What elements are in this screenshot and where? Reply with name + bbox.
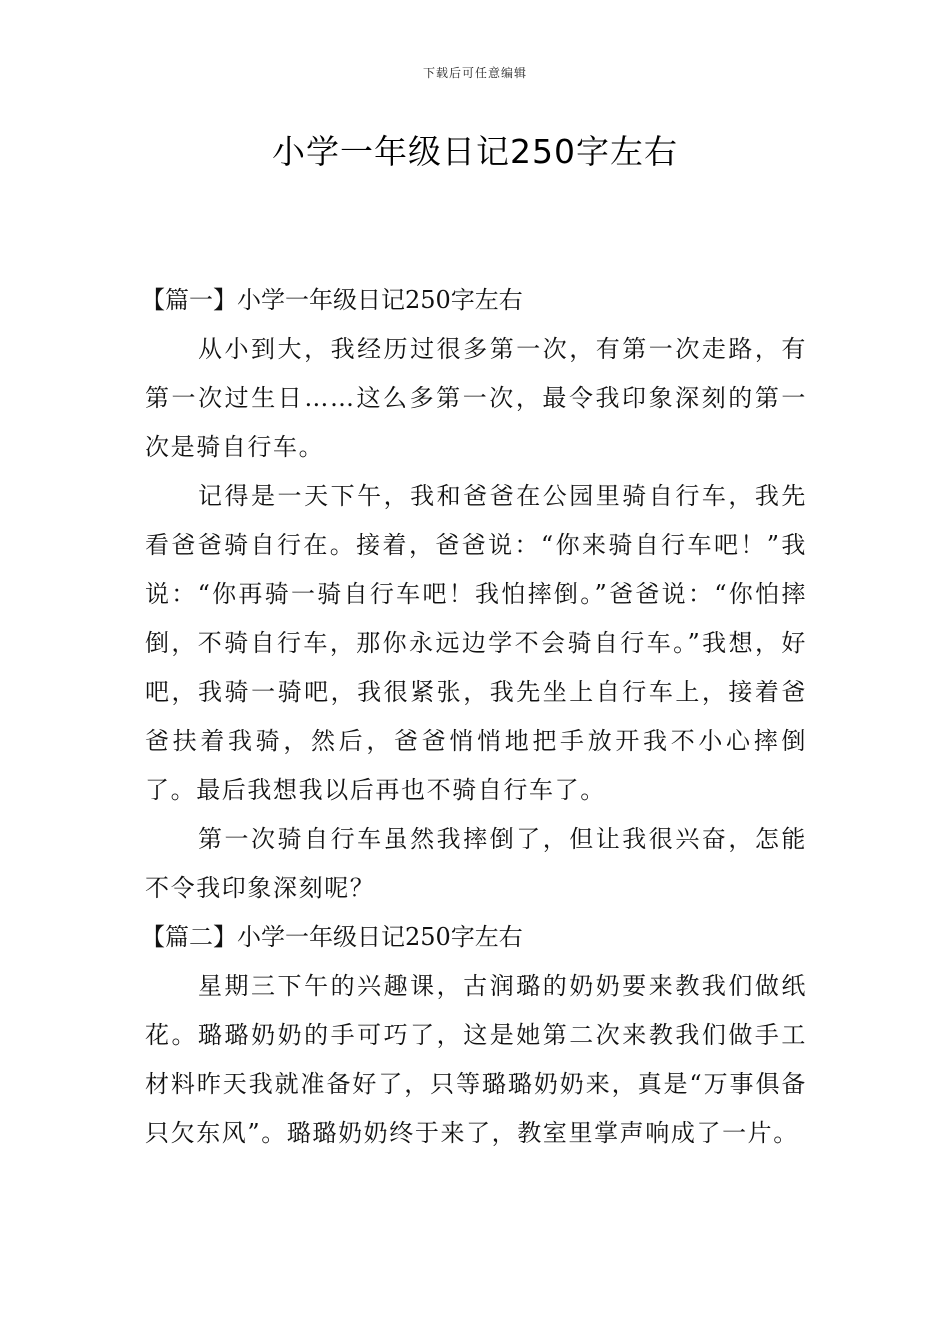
section-1 xyxy=(141,276,807,913)
section-heading: 【篇一】小学一年级日记250字左右 xyxy=(141,286,523,314)
document-body xyxy=(141,276,807,1158)
paragraph: 星期三下午的兴趣课，古润璐的奶奶要来教我们做纸花。璐璐奶奶的手可巧了，这是她第二次来教我们做手工材料昨天我就准备好了，只等璐璐奶奶来，真是“万事俱备只欠东风”。璐璐奶奶终于来了，教室里掌声响成了一片。 xyxy=(145,972,807,1147)
header-note: 下载后可任意编辑 xyxy=(422,66,527,80)
paragraph: 从小到大，我经历过很多第一次，有第一次走路，有第一次过生日……这么多第一次，最令我印象深刻的第一次是骑自行车。 xyxy=(145,335,807,461)
section-heading: 【篇二】小学一年级日记250字左右 xyxy=(141,923,523,951)
paragraph: 第一次骑自行车虽然我摔倒了，但让我很兴奋，怎能不令我印象深刻呢？ xyxy=(145,825,807,902)
paragraph: 记得是一天下午，我和爸爸在公园里骑自行车，我先看爸爸骑自行在。接着，爸爸说：“你来骑自行车吧！”我说：“你再骑一骑自行车吧！我怕摔倒。”爸爸说：“你怕摔倒，不骑自行车，那你永远边学不会骑自行车。”我想，好吧，我骑一骑吧，我很紧张，我先坐上自行车上，接着爸爸扶着我骑，然后，爸爸悄悄地把手放开我不小心摔倒了。最后我想我以后再也不骑自行车了。 xyxy=(145,482,807,804)
document-title: 小学一年级日记250字左右 xyxy=(272,132,678,171)
section-2 xyxy=(141,913,807,1158)
